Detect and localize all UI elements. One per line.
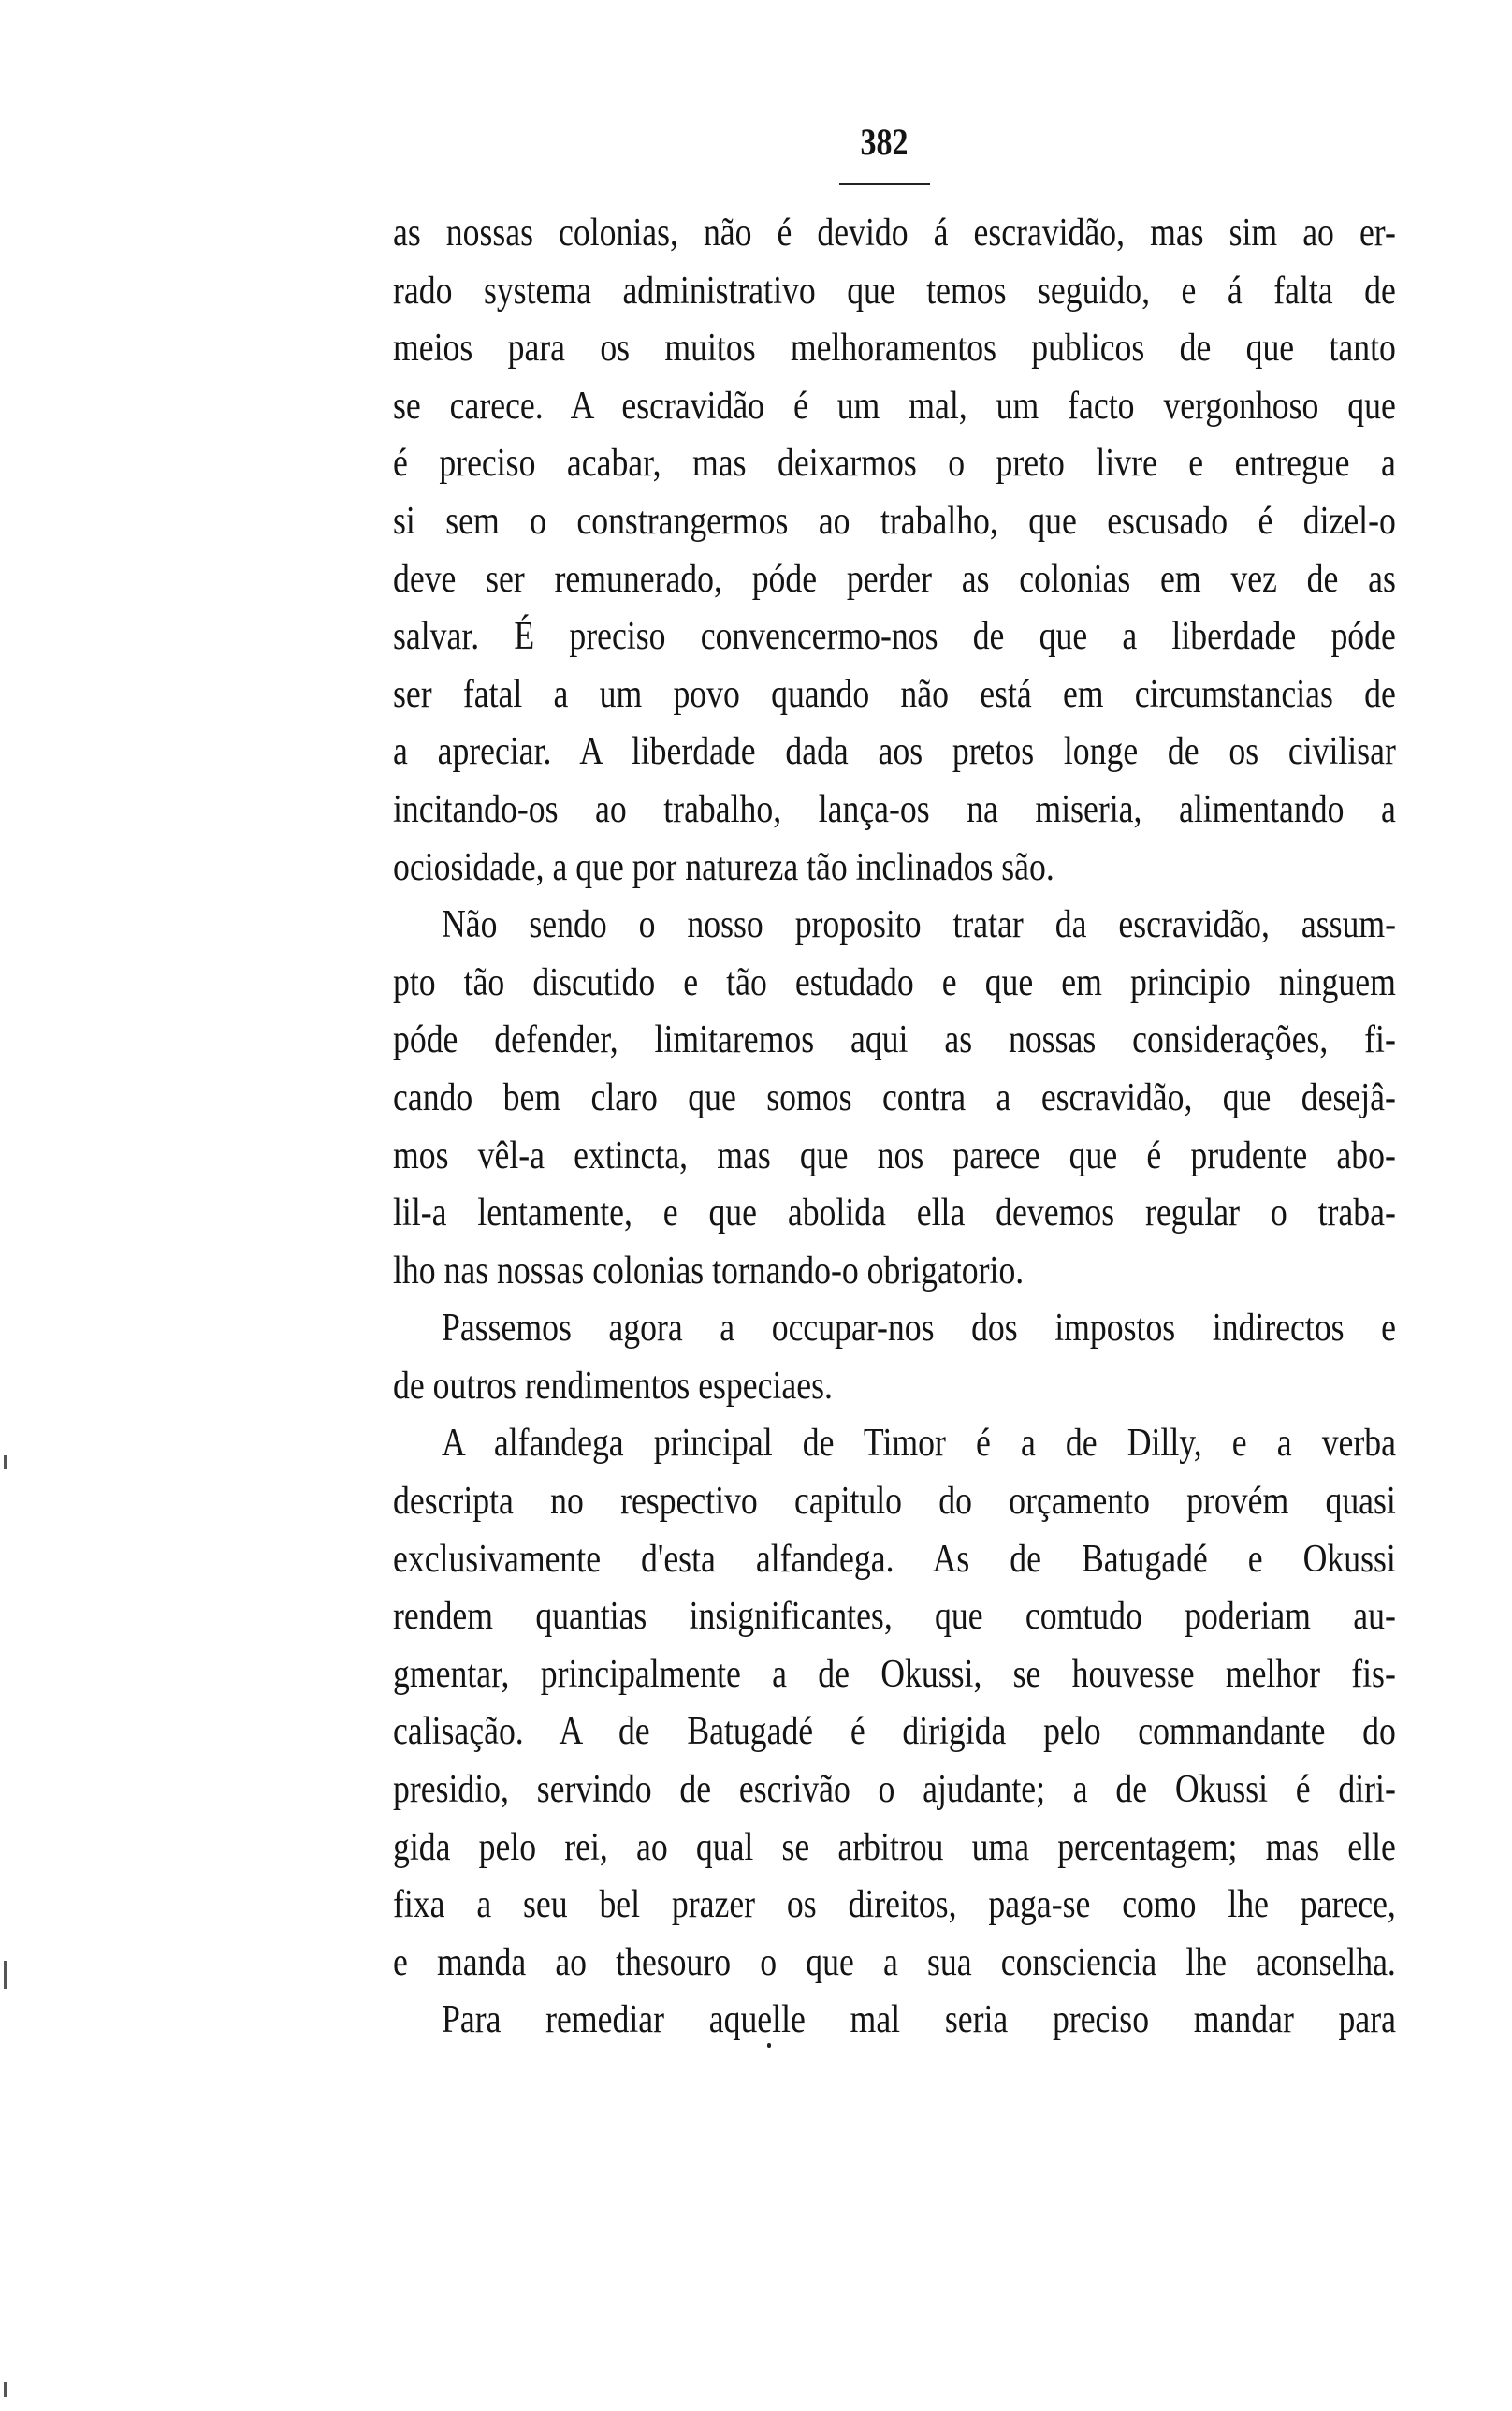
text-line: e manda ao thesouro o que a sua consciencia lhe aconselha.	[393, 1940, 1396, 1984]
paragraph-start-line: Não sendo o nosso proposito tratar da escravidão, assum-	[442, 903, 1396, 947]
scan-edge-mark	[4, 1455, 7, 1469]
text-line: presidio, servindo de escrivão o ajudante; a de Okussi é diri-	[393, 1768, 1396, 1812]
text-line: ociosidade, a que por natureza tão inclinados são.	[393, 845, 1054, 889]
scan-edge-mark	[4, 2382, 7, 2397]
text-line: deve ser remunerado, póde perder as colonias em vez de as	[393, 557, 1396, 601]
text-line: ser fatal a um povo quando não está em circumstancias de	[393, 672, 1396, 716]
text-line: é preciso acabar, mas deixarmos o preto livre e entregue a	[393, 442, 1396, 486]
text-line: fixa a seu bel prazer os direitos, paga-se como lhe parece,	[393, 1883, 1396, 1927]
text-line: de outros rendimentos especiaes.	[393, 1364, 833, 1408]
text-line: descripta no respectivo capitulo do orçamento provém quasi	[393, 1480, 1396, 1524]
paragraph-start-line: A alfandega principal de Timor é a de Dilly, e a verba	[442, 1422, 1396, 1466]
text-line: rendem quantias insignificantes, que comtudo poderiam au-	[393, 1595, 1396, 1639]
text-line: meios para os muitos melhoramentos publicos de que tanto	[393, 327, 1396, 371]
text-line: mos vêl-a extincta, mas que nos parece que é prudente abo-	[393, 1133, 1396, 1177]
paragraph-start-line: Para remediar aquelle mal seria preciso mandar para	[442, 1998, 1396, 2042]
text-line: gmentar, principalmente a de Okussi, se houvesse melhor fis-	[393, 1652, 1396, 1696]
body-text	[393, 205, 1396, 2050]
text-line: cando bem claro que somos contra a escravidão, que desejâ-	[393, 1075, 1396, 1119]
text-line: póde defender, limitaremos aqui as nossas considerações, fi-	[393, 1018, 1396, 1062]
text-line: a apreciar. A liberdade dada aos pretos longe de os civilisar	[393, 730, 1396, 774]
text-line: salvar. É preciso convencermo-nos de que a liberdade póde	[393, 615, 1396, 659]
scan-edge-mark	[4, 1961, 7, 1989]
ink-speck	[767, 2043, 771, 2048]
text-line: exclusivamente d'esta alfandega. As de Batugadé e Okussi	[393, 1537, 1396, 1581]
text-line: lho nas nossas colonias tornando-o obrigatorio.	[393, 1249, 1025, 1293]
paragraph-start-line: Passemos agora a occupar-nos dos impostos indirectos e	[442, 1307, 1396, 1351]
text-line: pto tão discutido e tão estudado e que em principio ninguem	[393, 960, 1396, 1004]
text-line: se carece. A escravidão é um mal, um facto vergonhoso que	[393, 384, 1396, 428]
text-line: gida pelo rei, ao qual se arbitrou uma percentagem; mas elle	[393, 1825, 1396, 1869]
text-line: as nossas colonias, não é devido á escravidão, mas sim ao er-	[393, 212, 1396, 255]
text-line: si sem o constrangermos ao trabalho, que escusado é dizel-o	[393, 499, 1396, 543]
text-line: rado systema administrativo que temos seguido, e á falta de	[393, 269, 1396, 313]
text-line: incitando-os ao trabalho, lança-os na miseria, alimentando a	[393, 787, 1396, 831]
page-number-rule	[839, 183, 930, 185]
text-line: lil-a lentamente, e que abolida ella devemos regular o traba-	[393, 1191, 1396, 1235]
text-line: calisação. A de Batugadé é dirigida pelo commandante do	[393, 1710, 1396, 1754]
page-number: 382	[860, 121, 909, 163]
